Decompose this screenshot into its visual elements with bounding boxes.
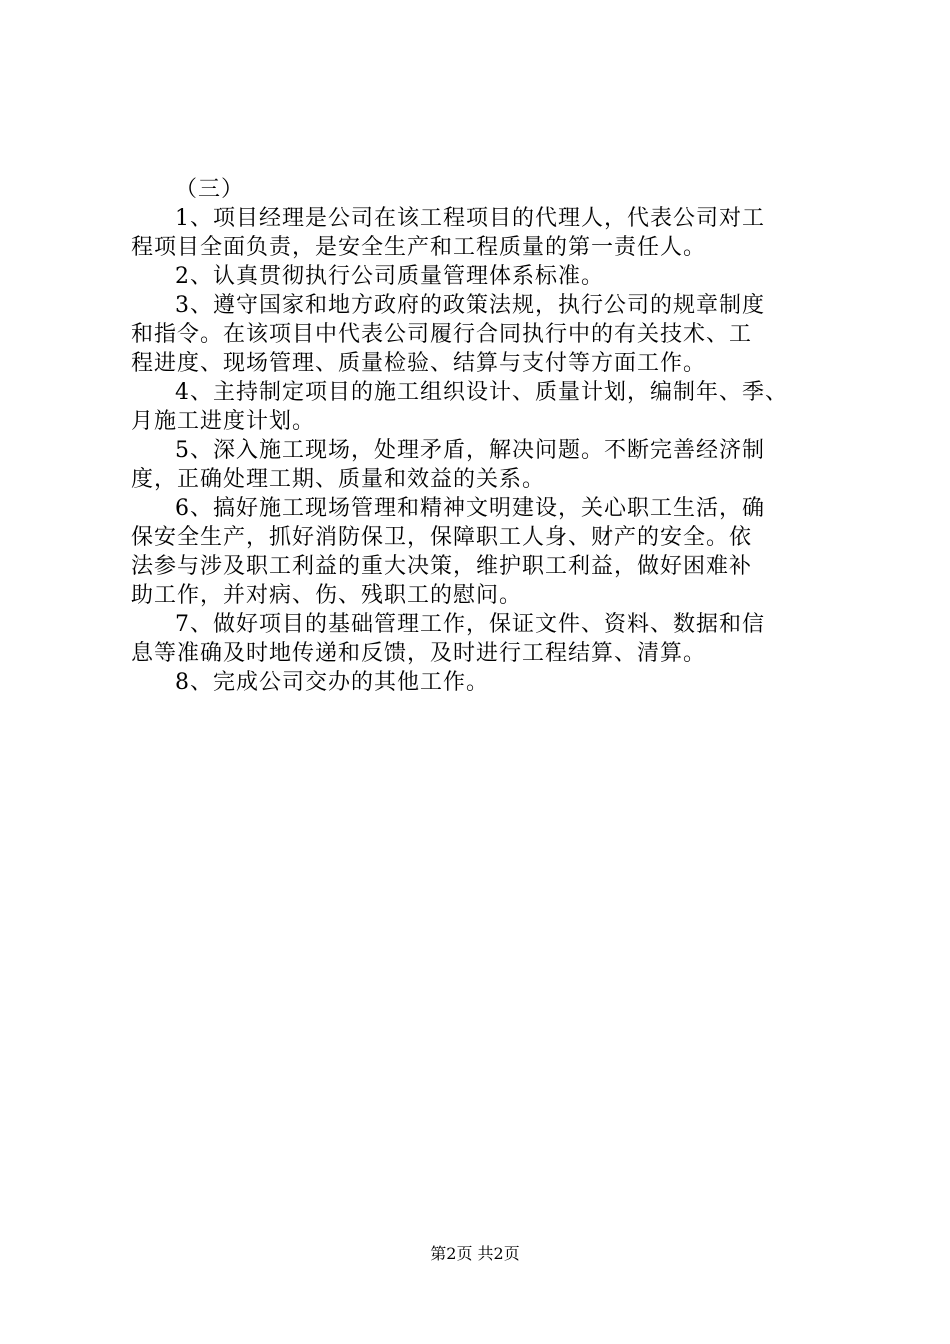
text-line: 2、认真贯彻执行公司质量管理体系标准。 bbox=[175, 264, 604, 289]
text-line: 6、搞好施工现场管理和精神文明建设，关心职工生活，确 bbox=[175, 496, 765, 521]
text-line: 程项目全面负责，是安全生产和工程质量的第一责任人。 bbox=[131, 235, 707, 260]
text-line: 7、做好项目的基础管理工作，保证文件、资料、数据和信 bbox=[175, 612, 765, 637]
paragraph-list bbox=[131, 204, 831, 697]
text-line: 3、遵守国家和地方政府的政策法规，执行公司的规章制度 bbox=[175, 293, 765, 318]
text-line: 1、项目经理是公司在该工程项目的代理人，代表公司对工 bbox=[175, 206, 765, 231]
section-heading: （三） bbox=[175, 177, 245, 202]
text-line: 法参与涉及职工利益的重大决策，维护职工利益，做好困难补 bbox=[131, 554, 753, 579]
document-body bbox=[131, 175, 831, 697]
text-line: 息等准确及时地传递和反馈，及时进行工程结算、清算。 bbox=[131, 641, 707, 666]
page-footer: 第2页 共2页 bbox=[430, 1244, 520, 1263]
text-line: 度，正确处理工期、质量和效益的关系。 bbox=[131, 467, 546, 492]
text-line: 和指令。在该项目中代表公司履行合同执行中的有关技术、工 bbox=[131, 322, 753, 347]
text-line: 4、主持制定项目的施工组织设计、质量计划，编制年、季、 bbox=[175, 380, 788, 405]
text-line: 5、深入施工现场，处理矛盾，解决问题。不断完善经济制 bbox=[175, 438, 765, 463]
text-line: 月施工进度计划。 bbox=[131, 409, 316, 434]
text-line: 保安全生产，抓好消防保卫，保障职工人身、财产的安全。依 bbox=[131, 525, 753, 550]
text-line: 程进度、现场管理、质量检验、结算与支付等方面工作。 bbox=[131, 351, 707, 376]
text-line: 8、完成公司交办的其他工作。 bbox=[175, 670, 489, 695]
text-line: 助工作，并对病、伤、残职工的慰问。 bbox=[131, 583, 523, 608]
